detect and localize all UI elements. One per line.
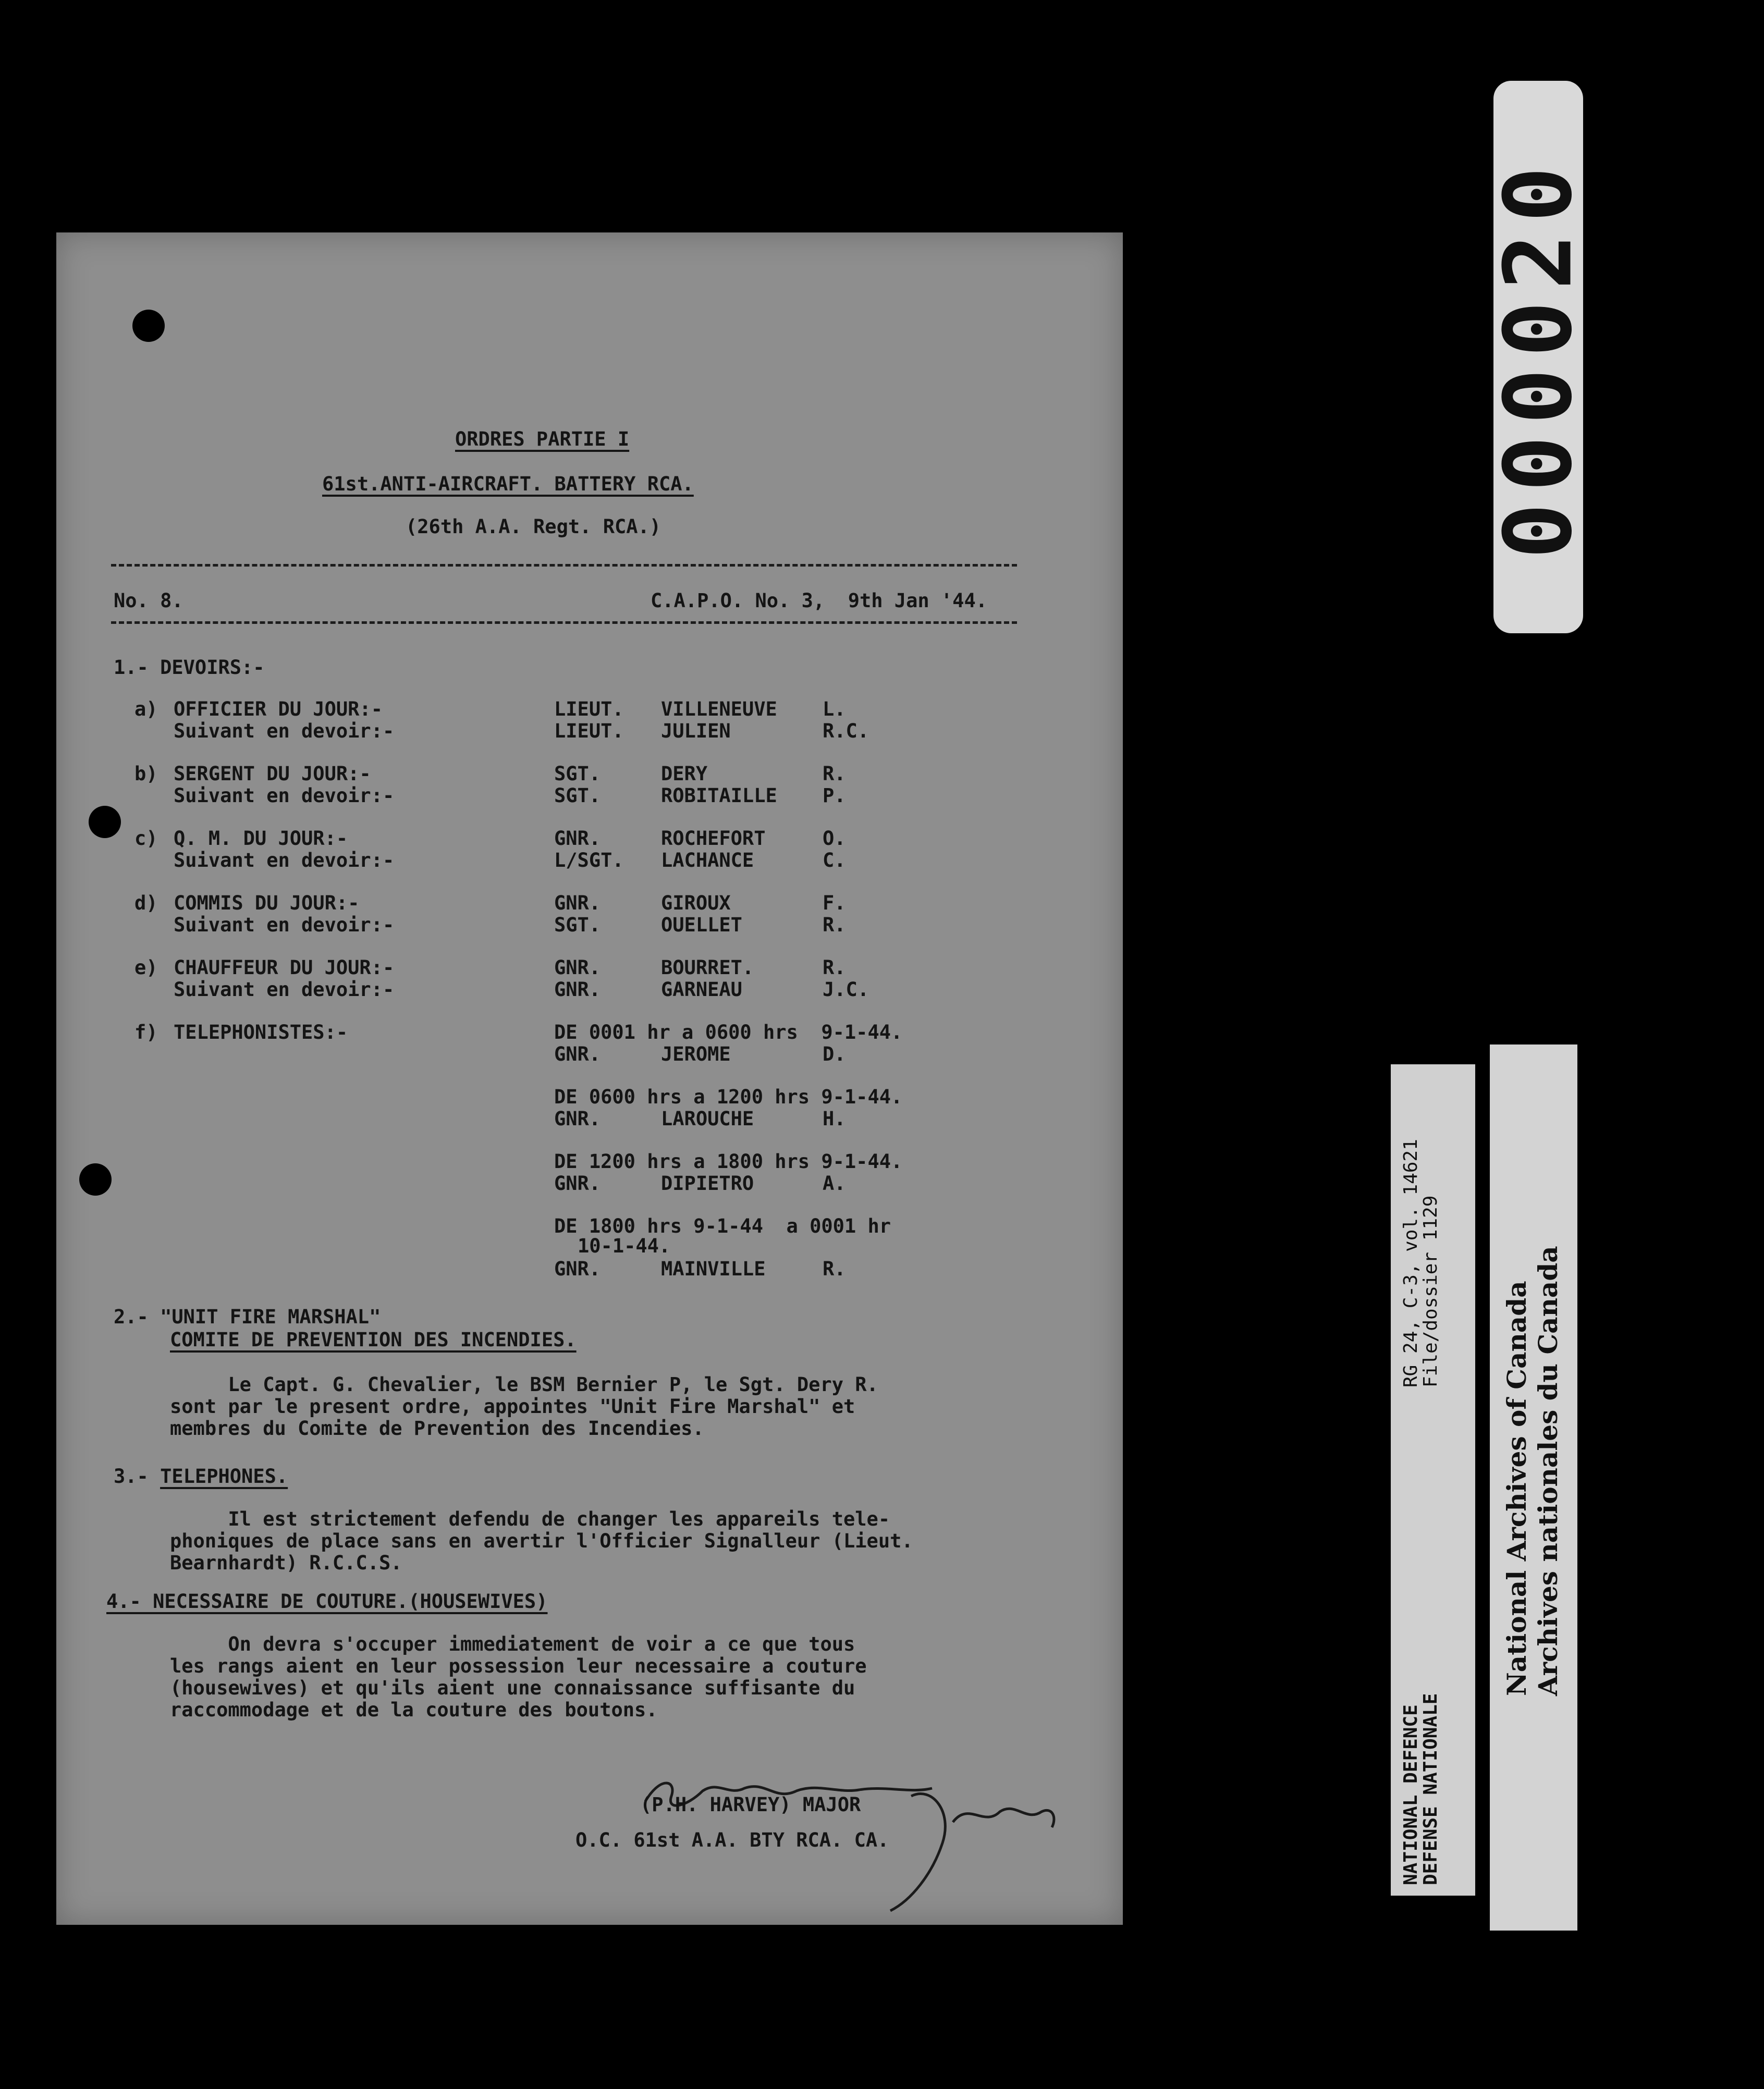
duty-name: DERY [661, 763, 708, 785]
duty-rank: GNR. [554, 978, 601, 1001]
duty-initial: O. [823, 827, 846, 850]
paragraph [170, 1374, 1056, 1440]
institution-name-en: National Archives of Canada [1501, 1281, 1532, 1696]
duty-rank: GNR. [554, 827, 601, 850]
duty-role: Q. M. DU JOUR:- [174, 827, 348, 850]
paragraph-line: On devra s'occuper immediatement de voir a ce que tous [170, 1633, 855, 1655]
paragraph [170, 1633, 1056, 1721]
reference-line: File/dossier 1129 [1420, 1195, 1441, 1387]
archive-reference [1401, 1139, 1441, 1387]
duty-rank: LIEUT. [554, 720, 624, 742]
paragraph [170, 1508, 1056, 1574]
regiment-name: (26th A.A. Regt. RCA.) [406, 515, 662, 538]
duty-name: ROBITAILLE [661, 784, 777, 807]
duty-name: JULIEN [661, 720, 731, 742]
duty-initial: R. [823, 956, 846, 979]
section-heading-text: TELEPHONES. [160, 1465, 288, 1488]
duty-role: SERGENT DU JOUR:- [174, 763, 371, 785]
duty-initial: P. [823, 784, 846, 807]
punch-hole [89, 806, 121, 838]
punch-hole [132, 310, 165, 342]
duty-initial: J.C. [823, 978, 869, 1001]
duty-rank: SGT. [554, 914, 601, 936]
duty-initial: L. [823, 698, 846, 720]
punch-hole [79, 1163, 112, 1196]
duty-role: Suivant en devoir:- [174, 849, 395, 871]
reference-line: RG 24, C-3, vol. 14621 [1400, 1139, 1422, 1387]
shift-time: DE 0600 hrs a 1200 hrs 9-1-44. [554, 1086, 903, 1108]
paragraph-line: phoniques de place sans en avertir l'Officier Signalleur (Lieut. [170, 1530, 913, 1552]
section-heading: 2.- "UNIT FIRE MARSHAL" [114, 1306, 381, 1328]
duty-letter: b) [134, 763, 158, 785]
duty-initial: F. [823, 892, 846, 914]
duty-rank: GNR. [554, 1258, 601, 1280]
duty-name: LAROUCHE [661, 1108, 754, 1130]
section-heading: 3.- TELEPHONES. [114, 1465, 288, 1488]
duty-name: GIROUX [661, 892, 731, 914]
divider [111, 564, 1017, 567]
duty-initial: D. [823, 1043, 846, 1065]
paragraph-line: Il est strictement defendu de changer les appareils tele- [170, 1508, 890, 1530]
section-subheading: COMITE DE PREVENTION DES INCENDIES. [170, 1329, 577, 1351]
duty-initial: R.C. [823, 720, 869, 742]
duty-initial: C. [823, 849, 846, 871]
duty-role: Suivant en devoir:- [174, 720, 395, 742]
shift-time: DE 1200 hrs a 1800 hrs 9-1-44. [554, 1150, 903, 1173]
department-line: DEFENSE NATIONALE [1420, 1693, 1441, 1885]
duty-name: ROCHEFORT [661, 827, 766, 850]
document-sheet [56, 232, 1123, 1925]
frame-number: 000020 [1484, 155, 1592, 559]
duty-letter: e) [134, 956, 158, 979]
duty-name: BOURRET. [661, 956, 754, 979]
institution-name [1501, 1246, 1564, 1696]
signatory-name: (P.H. HARVEY) MAJOR [640, 1793, 861, 1816]
section-heading: 1.- DEVOIRS:- [114, 656, 265, 679]
duty-role: Suivant en devoir:- [174, 784, 395, 807]
duty-initial: R. [823, 763, 846, 785]
shift-time: DE 1800 hrs 9-1-44 a 0001 hr [554, 1215, 891, 1237]
department-line: NATIONAL DEFENCE [1400, 1704, 1422, 1885]
duty-initial: A. [823, 1172, 846, 1195]
paragraph-line: (housewives) et qu'ils aient une connaissance suffisante du [170, 1677, 855, 1699]
unit-name: 61st.ANTI-AIRCRAFT. BATTERY RCA. [322, 473, 694, 495]
duty-rank: GNR. [554, 892, 601, 914]
duty-rank: GNR. [554, 1043, 601, 1065]
duty-role: OFFICIER DU JOUR:- [174, 698, 383, 720]
paragraph-line: membres du Comite de Prevention des Incendies. [170, 1417, 704, 1440]
duty-name: OUELLET [661, 914, 742, 936]
duty-initial: R. [823, 914, 846, 936]
duty-rank: GNR. [554, 1108, 601, 1130]
duty-name: JEROME [661, 1043, 731, 1065]
divider [111, 621, 1017, 624]
duty-name: LACHANCE [661, 849, 754, 871]
duty-name: DIPIETRO [661, 1172, 754, 1195]
institution-name-fr: Archives nationales du Canada [1533, 1246, 1563, 1696]
duty-letter: d) [134, 892, 158, 914]
duty-rank: SGT. [554, 763, 601, 785]
duty-rank: SGT. [554, 784, 601, 807]
duty-rank: GNR. [554, 956, 601, 979]
order-date: C.A.P.O. No. 3, 9th Jan '44. [651, 589, 988, 612]
paragraph-line: les rangs aient en leur possession leur necessaire a couture [170, 1655, 867, 1677]
duty-role: Suivant en devoir:- [174, 914, 395, 936]
duty-rank: L/SGT. [554, 849, 624, 871]
duty-initial: H. [823, 1108, 846, 1130]
duty-role: CHAUFFEUR DU JOUR:- [174, 956, 395, 979]
section-heading: 4.- NECESSAIRE DE COUTURE.(HOUSEWIVES) [106, 1590, 548, 1613]
duty-name: MAINVILLE [661, 1258, 766, 1280]
signatory-title: O.C. 61st A.A. BTY RCA. CA. [575, 1829, 889, 1851]
document-title: ORDRES PARTIE I [455, 428, 630, 450]
duty-role: TELEPHONISTES:- [174, 1021, 348, 1043]
duty-initial: R. [823, 1258, 846, 1280]
archive-institution-label [1490, 1044, 1577, 1931]
paragraph-line: Bearnhardt) R.C.C.S. [170, 1552, 402, 1574]
duty-letter: f) [134, 1021, 158, 1043]
paragraph-line: Le Capt. G. Chevalier, le BSM Bernier P, le Sgt. Dery R. [170, 1373, 878, 1396]
shift-time: DE 0001 hr a 0600 hrs 9-1-44. [554, 1021, 903, 1043]
duty-name: GARNEAU [661, 978, 742, 1001]
duty-rank: GNR. [554, 1172, 601, 1195]
duty-letter: c) [134, 827, 158, 850]
duty-role: Suivant en devoir:- [174, 978, 395, 1001]
duty-name: VILLENEUVE [661, 698, 777, 720]
department-name [1401, 1693, 1441, 1885]
order-number: No. 8. [114, 589, 183, 612]
frame-number-stamp [1484, 81, 1592, 633]
shift-time: 10-1-44. [578, 1235, 671, 1257]
duty-role: COMMIS DU JOUR:- [174, 892, 360, 914]
paragraph-line: raccommodage et de la couture des boutons. [170, 1699, 658, 1721]
duty-letter: a) [134, 698, 158, 720]
duty-rank: LIEUT. [554, 698, 624, 720]
archive-reference-label [1391, 1064, 1475, 1896]
paragraph-line: sont par le present ordre, appointes "Unit Fire Marshal" et [170, 1395, 855, 1418]
